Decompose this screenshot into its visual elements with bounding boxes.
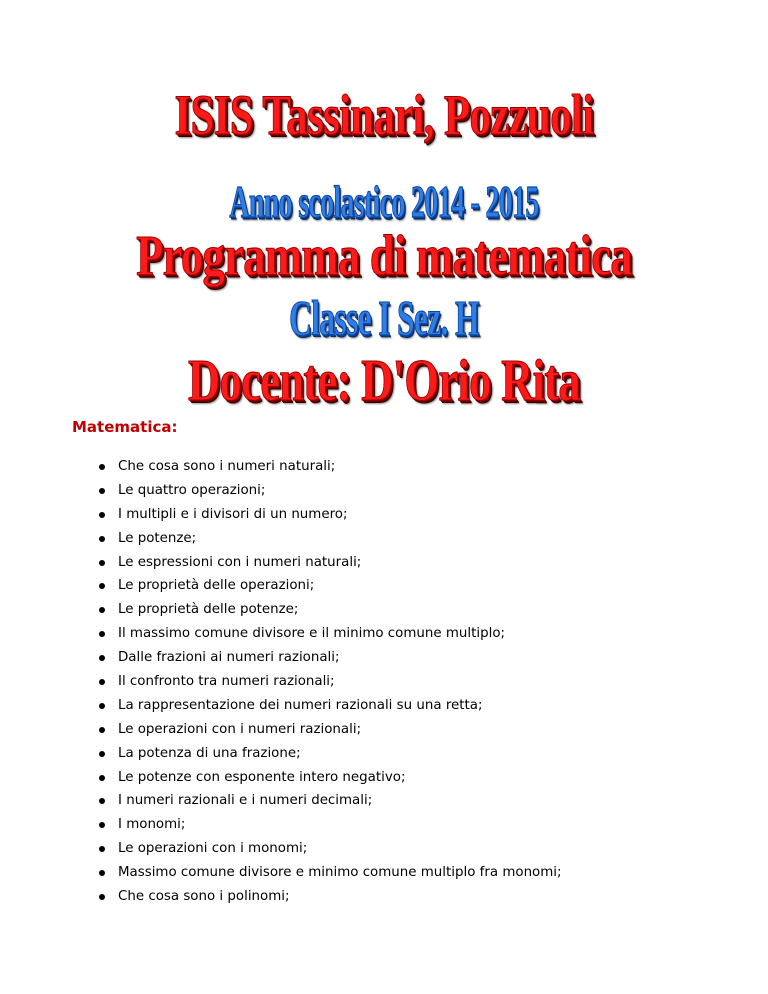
bullet-icon bbox=[99, 583, 105, 589]
list-item bbox=[96, 598, 562, 622]
bullet-icon bbox=[99, 870, 105, 876]
bullet-icon bbox=[99, 464, 105, 470]
list-item-text: Massimo comune divisore e minimo comune multiplo fra monomi; bbox=[118, 865, 562, 881]
list-item-text: Le quattro operazioni; bbox=[118, 482, 266, 498]
bullet-icon bbox=[99, 727, 105, 733]
list-item bbox=[96, 789, 562, 813]
list-item bbox=[96, 503, 562, 527]
list-item bbox=[96, 622, 562, 646]
class-section: Classe I Sez. H bbox=[289, 291, 479, 346]
list-item-text: La potenza di una frazione; bbox=[118, 745, 301, 761]
list-item bbox=[96, 574, 562, 598]
school-year: Anno scolastico 2014 - 2015 bbox=[229, 175, 539, 228]
list-item bbox=[96, 455, 562, 479]
bullet-icon bbox=[99, 751, 105, 757]
list-item bbox=[96, 861, 562, 885]
list-item-text: I monomi; bbox=[118, 817, 186, 833]
list-item bbox=[96, 718, 562, 742]
list-item-text: Dalle frazioni ai numeri razionali; bbox=[118, 650, 340, 666]
teacher-name: Docente: D'Orio Rita bbox=[187, 348, 581, 414]
list-item-text: I numeri razionali e i numeri decimali; bbox=[118, 793, 373, 809]
list-item bbox=[96, 742, 562, 766]
program-subject: Programma di matematica bbox=[136, 224, 632, 288]
list-item bbox=[96, 837, 562, 861]
bullet-icon bbox=[99, 798, 105, 804]
list-item-text: Le operazioni con i numeri razionali; bbox=[118, 721, 362, 737]
document-title: ISIS Tassinari, Pozzuoli bbox=[174, 83, 594, 147]
list-item-text: Le operazioni con i monomi; bbox=[118, 841, 308, 857]
bullet-icon bbox=[99, 655, 105, 661]
list-item-text: Il confronto tra numeri razionali; bbox=[118, 674, 335, 690]
bullet-icon bbox=[99, 679, 105, 685]
list-item bbox=[96, 766, 562, 790]
bullet-icon bbox=[99, 822, 105, 828]
bullet-icon bbox=[99, 703, 105, 709]
list-item bbox=[96, 646, 562, 670]
list-item-text: Il massimo comune divisore e il minimo comune multiplo; bbox=[118, 626, 506, 642]
bullet-icon bbox=[99, 846, 105, 852]
list-item-text: I multipli e i divisori di un numero; bbox=[118, 506, 348, 522]
list-item-text: Le potenze con esponente intero negativo; bbox=[118, 769, 406, 785]
list-item-text: Che cosa sono i numeri naturali; bbox=[118, 459, 336, 474]
bullet-icon bbox=[99, 536, 105, 542]
bullet-icon bbox=[99, 631, 105, 637]
list-item bbox=[96, 551, 562, 575]
bullet-icon bbox=[99, 560, 105, 566]
list-item bbox=[96, 813, 562, 837]
list-item-text: Le proprietà delle potenze; bbox=[118, 602, 299, 618]
bullet-icon bbox=[99, 607, 105, 613]
list-item bbox=[96, 479, 562, 503]
list-item-text: Che cosa sono i polinomi; bbox=[118, 889, 290, 905]
bullet-icon bbox=[99, 512, 105, 518]
topic-list bbox=[96, 455, 562, 909]
list-item bbox=[96, 885, 562, 909]
list-item bbox=[96, 694, 562, 718]
list-item bbox=[96, 527, 562, 551]
list-item-text: Le espressioni con i numeri naturali; bbox=[118, 554, 362, 570]
section-heading: Matematica: bbox=[72, 418, 178, 436]
bullet-icon bbox=[99, 894, 105, 900]
bullet-icon bbox=[99, 488, 105, 494]
list-item-text: Le potenze; bbox=[118, 530, 197, 546]
list-item bbox=[96, 670, 562, 694]
list-item-text: Le proprietà delle operazioni; bbox=[118, 578, 315, 594]
bullet-icon bbox=[99, 775, 105, 781]
list-item-text: La rappresentazione dei numeri razionali su una retta; bbox=[118, 697, 483, 713]
